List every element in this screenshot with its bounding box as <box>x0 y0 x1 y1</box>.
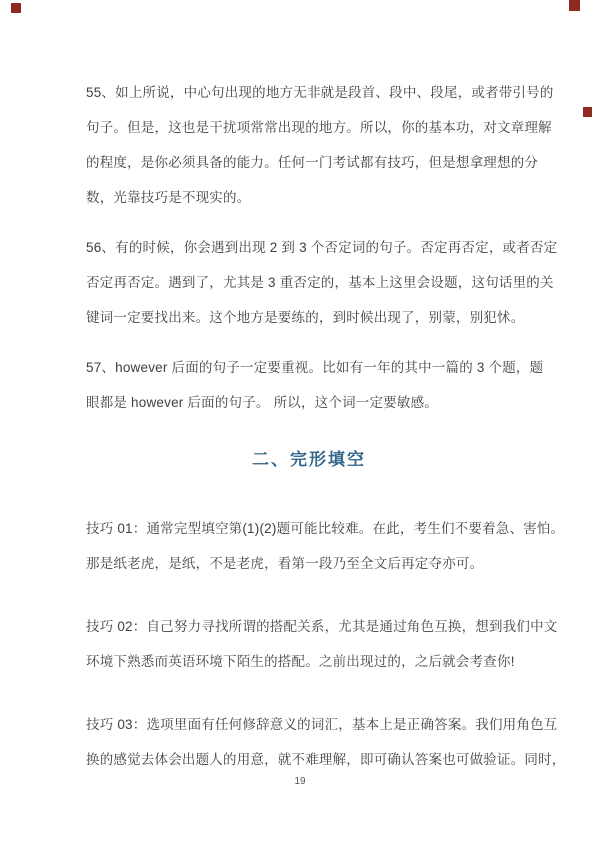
paragraph-line: 55、如上所说，中心句出现的地方无非就是段首、段中、段尾，或者带引号的 <box>86 85 554 100</box>
paragraph-line: 环境下熟悉而英语环境下陌生的搭配。之前出现过的，之后就会考查你! <box>86 654 515 669</box>
paragraph-line: 技巧 03：选项里面有任何修辞意义的词汇，基本上是正确答案。我们用角色互 <box>86 717 558 732</box>
red-scan-mark <box>569 0 580 11</box>
paragraph <box>86 350 544 420</box>
paragraph-line: 否定再否定。遇到了，尤其是 3 重否定的，基本上这里会设题，这句话里的关 <box>86 275 554 290</box>
paragraph-line: 的程度，是你必须具备的能力。任何一门考试都有技巧，但是想拿理想的分 <box>86 155 539 170</box>
paragraph <box>86 230 558 335</box>
section-heading: 二、完形填空 <box>252 450 366 469</box>
paragraph-line: 56、有的时候，你会遇到出现 2 到 3 个否定词的句子。否定再否定，或者否定 <box>86 240 558 255</box>
paragraph-line: 技巧 02：自己努力寻找所谓的搭配关系，尤其是通过角色互换，想到我们中文 <box>86 619 558 634</box>
paragraph-line: 句子。但是，这也是干扰项常常出现的地方。所以，你的基本功，对文章理解 <box>86 120 552 135</box>
paragraph <box>86 609 558 679</box>
red-scan-mark <box>11 3 21 13</box>
paragraph-line: 键词一定要找出来。这个地方是要练的，到时候出现了，别蒙，别犯怵。 <box>86 310 525 325</box>
paragraph <box>86 75 554 215</box>
paragraph-line: 换的感觉去体会出题人的用意，就不难理解，即可确认答案也可做验证。同时， <box>86 752 566 767</box>
paragraph-line: 那是纸老虎，是纸，不是老虎，看第一段乃至全文后再定夺亦可。 <box>86 556 484 571</box>
red-scan-mark <box>583 107 592 117</box>
paragraph-line: 57、however 后面的句子一定要重视。比如有一年的其中一篇的 3 个题，题 <box>86 360 544 375</box>
paragraph-line: 数，光靠技巧是不现实的。 <box>86 190 251 205</box>
paragraph <box>86 707 566 777</box>
paragraph-line: 眼都是 however 后面的句子。 所以，这个词一定要敏感。 <box>86 395 438 410</box>
paragraph <box>86 511 565 581</box>
paragraph-line: 技巧 01：通常完型填空第(1)(2)题可能比较难。在此，考生们不要着急、害怕。 <box>86 521 565 536</box>
page-number: 19 <box>294 776 306 787</box>
document-content <box>86 75 566 805</box>
